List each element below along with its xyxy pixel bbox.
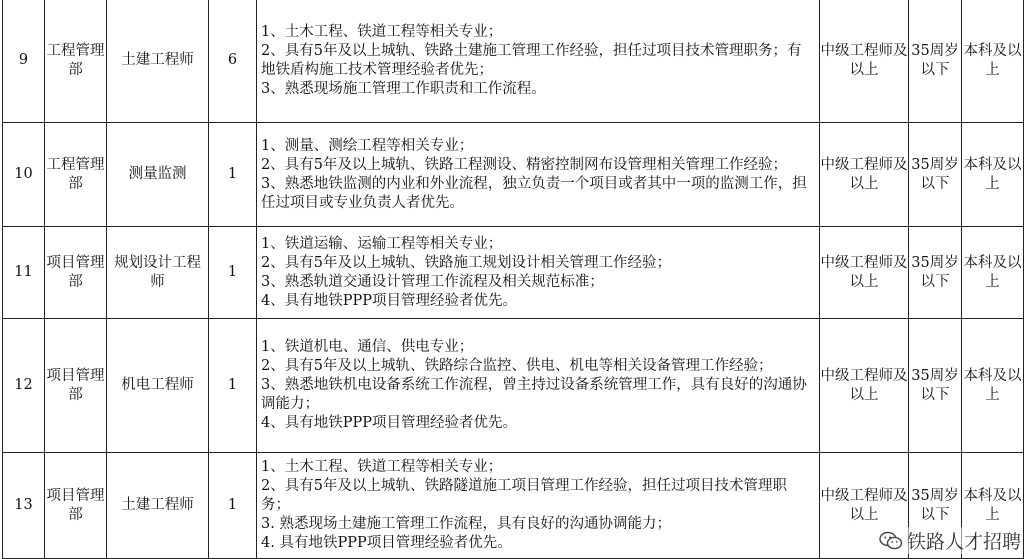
- age-limit: 35周岁以下: [909, 123, 962, 227]
- age-limit: 35周岁以下: [909, 319, 962, 453]
- requirement-item: 4、具有地铁PPP项目管理经验者优先。: [261, 292, 517, 309]
- table-row: [3, 319, 1024, 453]
- watermark-text: 铁路人才招聘: [906, 531, 1021, 553]
- education: 本科及以上: [962, 123, 1024, 227]
- requirement-item: 1、土木工程、铁道工程等相关专业；: [261, 23, 503, 40]
- age-limit: 35周岁以下: [909, 453, 962, 559]
- education: 本科及以上: [962, 0, 1024, 123]
- watermark: [877, 527, 1023, 554]
- row-number: 12: [3, 319, 45, 453]
- requirement-item: 3. 熟悉现场土建施工管理工作流程，具有良好的沟通协调能力；: [261, 516, 671, 532]
- headcount: 1: [209, 123, 257, 227]
- age-limit: 35周岁以下: [909, 227, 962, 319]
- requirement-item: 1、铁道机电、通信、供电专业；: [261, 339, 474, 355]
- requirement-item: 4. 具有地铁PPP项目管理经验者优先。: [261, 535, 512, 551]
- requirement-item: 2、具有5年及以上城轨、铁路综合监控、供电、机电等相关设备管理工作经验；: [261, 358, 773, 374]
- position-name: 土建工程师: [107, 0, 209, 123]
- table-row: [3, 453, 1024, 559]
- requirement-item: 3、熟悉现场施工管理工作职责和工作流程。: [261, 80, 546, 97]
- education: 本科及以上: [962, 319, 1024, 453]
- requirement-item: 3、熟悉轨道交通设计管理工作流程及相关规范标准；: [261, 273, 604, 290]
- department: 项目管理部: [45, 319, 107, 453]
- professional-title: 中级工程师及以上: [820, 123, 909, 227]
- headcount: 6: [209, 0, 257, 123]
- requirements: [257, 227, 820, 319]
- department: 项目管理部: [45, 227, 107, 319]
- position-name: 机电工程师: [107, 319, 209, 453]
- position-name: 土建工程师: [107, 453, 209, 559]
- headcount: 1: [209, 319, 257, 453]
- education: 本科及以上: [962, 453, 1024, 559]
- requirement-item: 3、熟悉地铁机电设备系统工作流程，曾主持过设备系统管理工作，具有良好的沟通协调能力；: [261, 377, 807, 412]
- position-name: 测量监测: [107, 123, 209, 227]
- row-number: 13: [3, 453, 45, 559]
- row-number: 9: [3, 0, 45, 123]
- headcount: 1: [209, 453, 257, 559]
- requirements: [257, 319, 820, 453]
- headcount: 1: [209, 227, 257, 319]
- requirement-item: 1、土木工程、铁道工程等相关专业；: [261, 459, 503, 475]
- recruitment-table: [2, 0, 1024, 559]
- professional-title: 中级工程师及以上: [820, 0, 909, 123]
- requirements: [257, 0, 820, 123]
- requirement-item: 1、铁道运输、运输工程等相关专业；: [261, 235, 503, 252]
- requirement-item: 4、具有地铁PPP项目管理经验者优先。: [261, 415, 517, 431]
- department: 项目管理部: [45, 453, 107, 559]
- requirement-item: 1、测量、测绘工程等相关专业；: [261, 137, 474, 154]
- department: 工程管理部: [45, 123, 107, 227]
- table-row: [3, 0, 1024, 123]
- row-number: 10: [3, 123, 45, 227]
- requirement-item: 2、具有5年及以上城轨、铁路施工规划设计相关管理工作经验；: [261, 254, 671, 271]
- requirement-item: 2、具有5年及以上城轨、铁路土建施工管理工作经验，担任过项目技术管理职务；有地铁盾构施工技术管理经验者优先；: [261, 42, 802, 78]
- wechat-icon: [879, 531, 903, 551]
- table-row: [3, 227, 1024, 319]
- table-row: [3, 123, 1024, 227]
- requirement-item: 3、熟悉地铁监测的内业和外业流程，独立负责一个项目或者其中一项的监测工作，担任过项目或专业负责人者优先。: [261, 175, 807, 211]
- age-limit: 35周岁以下: [909, 0, 962, 123]
- position-name: 规划设计工程师: [107, 227, 209, 319]
- professional-title: 中级工程师及以上: [820, 453, 909, 559]
- requirements: [257, 453, 820, 559]
- requirements: [257, 123, 820, 227]
- row-number: 11: [3, 227, 45, 319]
- requirement-item: 2、具有5年及以上城轨、铁路隧道施工项目管理工作经验，担任过项目技术管理职务；: [261, 478, 787, 513]
- requirement-item: 2、具有5年及以上城轨、铁路工程测设、精密控制网布设管理相关管理工作经验；: [261, 156, 787, 173]
- professional-title: 中级工程师及以上: [820, 227, 909, 319]
- education: 本科及以上: [962, 227, 1024, 319]
- department: 工程管理部: [45, 0, 107, 123]
- professional-title: 中级工程师及以上: [820, 319, 909, 453]
